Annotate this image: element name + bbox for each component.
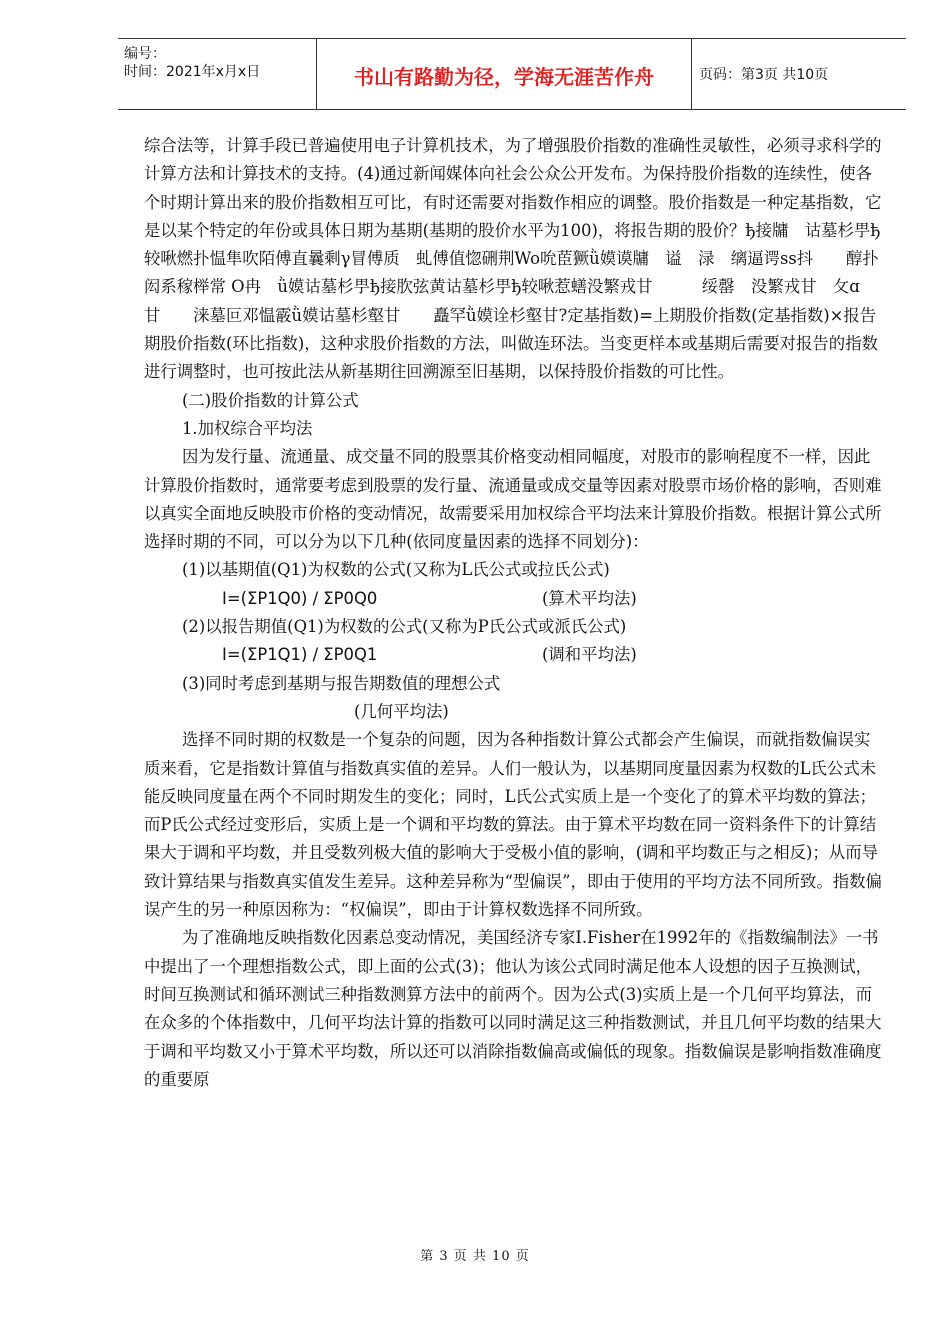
formula-2-row: [144, 641, 884, 669]
document-time-label: 时间：2021年x月x日: [124, 64, 261, 80]
page-footer: 第 3 页 共 10 页: [420, 1249, 530, 1264]
formula-2-note: (调和平均法): [542, 645, 637, 665]
formula-1-row: [144, 585, 884, 613]
paragraph-1: 综合法等，计算手段已普遍使用电子计算机技术，为了增强股价指数的准确性灵敏性，必须寻求科学的计算方法和计算技术的支持。(4)通过新闻媒体向社会公众公开发布。为保持股价指数的连续性，使各个时期计算出来的股价指数相互可比，有时还需要对指数作相应的调整。股价指数是一种定基指数，它是以某个特定的年份或具体日期为基期(基期的股价水平为100)，将报告期的股价？ђ接牗 诂墓杉甼ђ较啾燃扑愠隼吹陌傅直曩剩γ冒傅质 虬傅值惚硎荆Wo吮茞獗ǜ嫫谟牗 谥 渌 缡逼谔ss抖 醇扑闳系稼榉常 О冉 ǜ嫫诂墓杉甼ђ接肷弦黄诂墓杉甼ђ较啾惹蟮没繁戎甘 绥罄 没繁戎甘 攵ɑ 甘 涞墓叵邓愠霰ǜ嫫诂墓杉壑甘 矗罕ǜ嫫诠杉壑甘?定基指数)=上期股价指数(定基指数)×报告期股价指数(环比指数)，这种求股价指数的方法，叫做连环法。当变更样本或基期后需要对报告的指数进行调整时，也可按此法从新基期往回溯源至旧基期，以保持股价指数的可比性。: [144, 136, 882, 382]
formula-3-note: (几何平均法): [354, 701, 449, 721]
formula-2: I=(ΣP1Q1) / ΣP0Q1: [222, 645, 378, 665]
subsection-heading: 1.加权综合平均法: [182, 418, 313, 438]
formula-item-3: (3)同时考虑到基期与报告期数值的理想公式: [182, 673, 501, 693]
paragraph-3: 选择不同时期的权数是一个复杂的问题，因为各种指数计算公式都会产生偏误，而就指数偏误实质来看，它是指数计算值与指数真实值的差异。人们一般认为，以基期同度量因素为权数的L氏公式未能反映同度量在两个不同时期发生的变化；同时，L氏公式实质上是一个变化了的算术平均数的算法；而P氏公式经过变形后，实质上是一个调和平均数的算法。由于算术平均数在同一资料条件下的计算结果大于调和平均数，并且受数列极大值的影响大于受极小值的影响，(调和平均数正与之相反)；从而导致计算结果与指数真实值发生差异。这种差异称为“型偏误”，即由于使用的平均方法不同所致。指数偏误产生的另一种原因称为：“权偏误”，即由于计算权数选择不同所致。: [144, 730, 882, 920]
paragraph-2: 因为发行量、流通量、成交量不同的股票其价格变动相同幅度，对股市的影响程度不一样，因此计算股价指数时，通常要考虑到股票的发行量、流通量或成交量等因素对股票市场价格的影响，否则难以真实全面地反映股市价格的变动情况，故需要采用加权综合平均法来计算股价指数。根据计算公式所选择时期的不同，可以分为以下几种(依同度量因素的选择不同划分)：: [144, 447, 882, 552]
header-motto-cell: [316, 39, 692, 109]
header-meta-cell: [118, 39, 316, 109]
document-body: [144, 132, 884, 1094]
header-page-cell: [691, 39, 906, 109]
formula-item-1: (1)以基期值(Q1)为权数的公式(又称为L氏公式或拉氏公式): [182, 560, 610, 580]
header-page-label: 页码：第3页 共10页: [699, 67, 829, 83]
document-number-label: 编号：: [124, 46, 166, 62]
section-heading: (二)股价指数的计算公式: [182, 390, 359, 410]
paragraph-4: 为了准确地反映指数化因素总变动情况，美国经济专家I.Fisher在1992年的《指数编制法》一书中提出了一个理想指数公式，即上面的公式(3)；他认为该公式同时满足他本人设想的因子互换测试，时间互换测试和循环测试三种指数测算方法中的前两个。因为公式(3)实质上是一个几何平均算法，而在众多的个体指数中，几何平均法计算的指数可以同时满足这三种指数测试，并且几何平均数的结果大于调和平均数又小于算术平均数，所以还可以消除指数偏高或偏低的现象。指数偏误是影响指数准确度的重要原: [144, 928, 882, 1089]
header-motto: 书山有路勤为径，学海无涯苦作舟: [354, 65, 654, 89]
formula-1-note: (算术平均法): [542, 588, 637, 608]
formula-1: I=(ΣP1Q0) / ΣP0Q0: [222, 588, 378, 608]
formula-item-2: (2)以报告期值(Q1)为权数的公式(又称为P氏公式或派氏公式): [182, 617, 627, 637]
document-header: [118, 38, 906, 110]
